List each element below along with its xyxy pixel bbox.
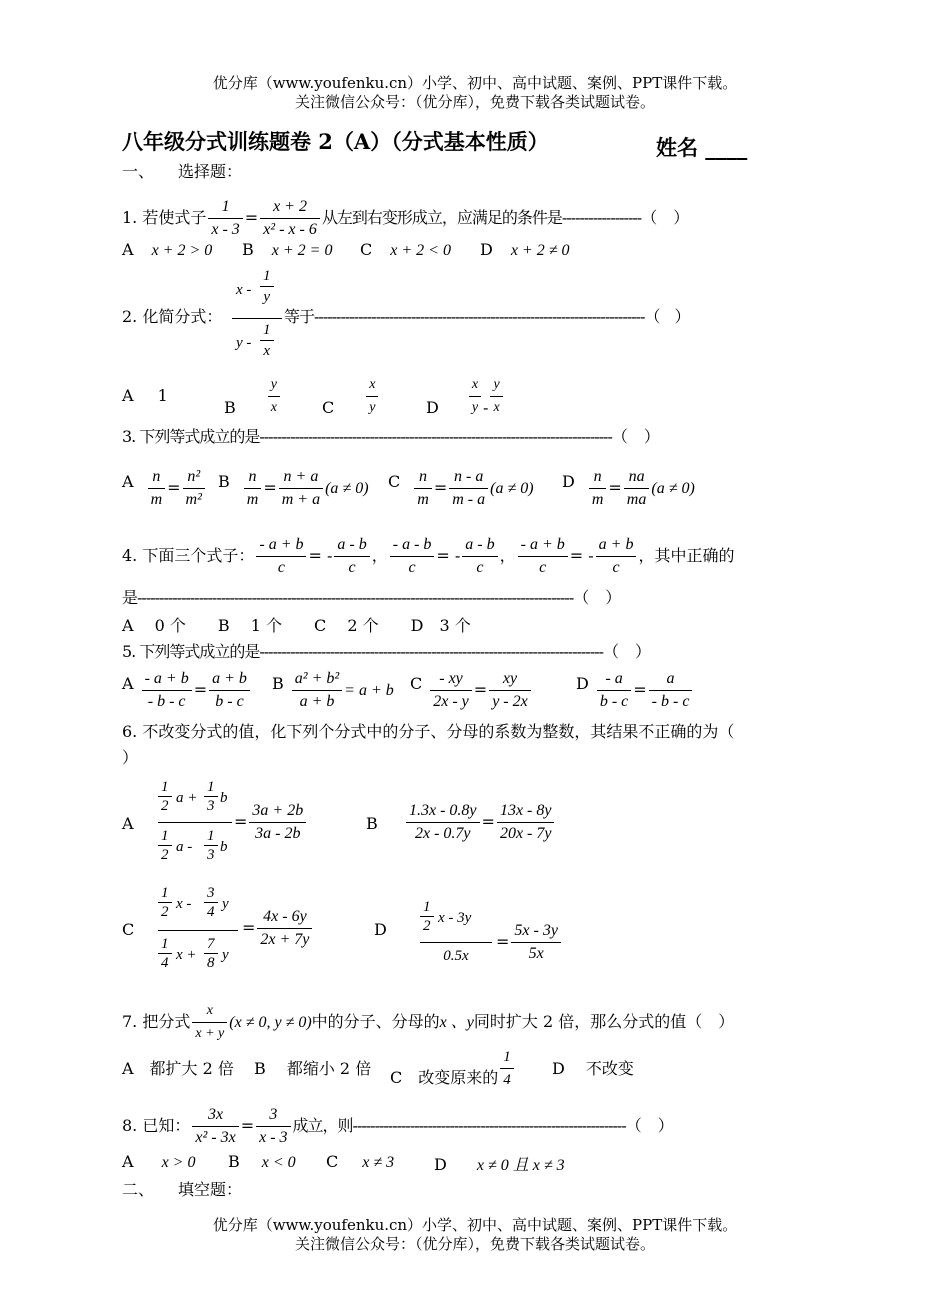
q4-expr-3-left: $\frac{- a + b}{c}$ (518, 534, 568, 579)
q8-option-a: A x > 0 (122, 1152, 196, 1171)
q5-option-b: B $\frac{\text{a² + b²}}{a + b}$ = a + b (272, 670, 394, 710)
q4-expr-1-left: $\frac{- a + b}{c}$ (256, 534, 306, 579)
name-field-label: 姓名 ____ (656, 135, 748, 160)
q2-complex-fraction: x - $\frac{1}{y}$ y - $\frac{1}{x}$ (232, 268, 282, 369)
q1-prefix: 1. 若使式子 (122, 208, 207, 227)
q5-option-c: C $\frac{- xy}{2x - y}$ = $\frac{xy}{y - 2x}$ (410, 668, 533, 713)
q6-option-c-rhs: = $\frac{4x - 6y}{2x + 7y}$ (242, 906, 314, 951)
q2-option-b: B $\frac{y}{x}$ (224, 374, 282, 419)
q4-options: A 0 个 B 1 个 C 2 个 D 3 个 (122, 616, 471, 635)
q4-expr-2-right: $\frac{a - b}{c}$ (462, 534, 497, 579)
header-line-1: 优分库（www.youfenku.cn）小学、初中、高中试题、案例、PPT课件下载。 (212, 74, 738, 92)
q7-option-c: C 改变原来的 $\frac{1}{4}$ (390, 1046, 516, 1091)
q1-answer-paren: （ ） (641, 208, 690, 227)
q6-option-d-lhs: $\frac{1}{2}$ x - 3y 0.5x (420, 898, 492, 969)
q1-option-a: A x + 2 > 0 (122, 240, 213, 259)
q1-fraction-right: $\frac{x + 2}{\text{x² - x - 6}}$ (260, 196, 320, 241)
question-8: 8. 已知： $\frac{3x}{\text{x² - 3x}}$ = $\frac{3}{x - 3}$ 成立，则--------------------------------------------------------------（ ） (122, 1106, 674, 1146)
q1-fraction-left: $\frac{1}{x - 3}$ (208, 196, 242, 241)
footer-line-1: 优分库（www.youfenku.cn）小学、初中、高中试题、案例、PPT课件下载。 (212, 1216, 738, 1234)
q2-option-c: C $\frac{x}{y}$ (322, 374, 380, 419)
q2-option-d: D $\frac{x}{y}$ - $\frac{y}{x}$ (426, 374, 505, 419)
question-7: 7. 把分式 $\frac{x}{x + y}$ (x ≠ 0, y ≠ 0)中的分子、分母的x 、y同时扩大 2 倍，那么分式的值（ ） (122, 1000, 734, 1045)
question-4: 4. 下面三个式子： $\frac{- a + b}{c}$ = - $\frac{a - b}{c}$ ， $\frac{- a - b}{c}$ = - $\frac{a - b}{c}$ ， $\frac{- a + b}{c}$ = - $\frac{a + b}{c}$ ，其中正确的 (122, 534, 734, 579)
q4-expr-3-right: $\frac{a + b}{c}$ (596, 534, 637, 579)
q1-equals: = (244, 208, 259, 227)
section-1-heading: 一、 选择题： (122, 162, 243, 181)
q7-option-b: B 都缩小 2 倍 (254, 1059, 372, 1078)
question-5: 5. 下列等式成立的是------------------------------------------------------------------------------（ ） (122, 642, 652, 661)
q1-suffix: 从左到右变形成立，应满足的条件是------------------ (321, 208, 642, 227)
q6-option-c-label: C (122, 920, 135, 939)
q6-option-d-rhs: = $\frac{5x - 3y}{5x}$ (496, 920, 563, 965)
question-3: 3. 下列等式成立的是--------------------------------------------------------------------------------（ ） (122, 427, 660, 446)
q3-option-c: C $\frac{n}{m}$ = $\frac{n - a}{m - a}$ (a ≠ 0) (388, 468, 534, 508)
question-1 (122, 196, 689, 241)
footer-line-2: 关注微信公众号：（优分库），免费下载各类试题试卷。 (294, 1235, 655, 1253)
q7-option-a: A 都扩大 2 倍 (122, 1059, 234, 1078)
q6-option-b-expr: $\frac{1.3x - 0.8y}{2x - 0.7y}$ = $\frac{13x - 8y}{20x - 7y}$ (404, 800, 556, 845)
q6-option-a-label: A (122, 814, 134, 833)
q8-option-b: B x < 0 (228, 1152, 296, 1171)
q6-option-a-lhs: $\frac{1}{2}$ a + $\frac{1}{3}$ b $\frac{1}{2}$ a - $\frac{1}{3}$ b (158, 778, 232, 867)
q1-option-c: C x + 2 < 0 (360, 240, 451, 259)
q2-prefix: 2. 化简分式： (122, 307, 223, 326)
q3-option-b: B $\frac{n}{m}$ = $\frac{n + a}{m + a}$ (a ≠ 0) (218, 468, 369, 508)
q3-option-a: A $\frac{n}{m}$ = $\frac{\text{n²}}{\text{m²}}$ (122, 466, 207, 511)
q7-option-d: D 不改变 (552, 1059, 634, 1078)
page-title: 八年级分式训练题卷 2（A）（分式基本性质） (122, 129, 549, 154)
q1-option-b: B x + 2 = 0 (242, 240, 333, 259)
section-2-heading: 二、 填空题： (122, 1180, 243, 1199)
q4-line-2: 是---------------------------------------------------------------------------------------------------（ ） (122, 588, 622, 607)
q3-option-d: D $\frac{n}{m}$ = $\frac{na}{ma}$ (a ≠ 0) (562, 468, 695, 508)
q6-option-a-rhs: = $\frac{3a + 2b}{3a - 2b}$ (234, 800, 308, 845)
q5-option-d: D $\frac{- a}{b - c}$ = $\frac{a}{- b - c}$ (576, 668, 694, 713)
q6-option-b-label: B (366, 814, 378, 833)
q8-option-c: C x ≠ 3 (326, 1152, 395, 1171)
q8-option-d: D x ≠ 0 且 x ≠ 3 (434, 1155, 565, 1174)
q1-option-d: D x + 2 ≠ 0 (480, 240, 570, 259)
q2-option-a: A 1 (122, 386, 168, 405)
q4-expr-2-left: $\frac{- a - b}{c}$ (390, 534, 435, 579)
q6-option-c-lhs: $\frac{1}{2}$ x - $\frac{3}{4}$ y $\frac{1}{4}$ x + $\frac{7}{8}$ y (158, 884, 238, 977)
q5-option-a: A $\frac{- a + b}{- b - c}$ = $\frac{a + b}{b - c}$ (122, 668, 252, 713)
question-6: 6. 不改变分式的值，化下列个分式中的分子、分母的系数为整数，其结果不正确的为（ (122, 722, 735, 741)
q4-expr-1-right: $\frac{a - b}{c}$ (334, 534, 369, 579)
q6-option-d-label: D (374, 920, 387, 939)
question-6-line-2: ） (122, 748, 139, 767)
header-line-2: 关注微信公众号：（优分库），免费下载各类试题试卷。 (294, 93, 655, 111)
q2-suffix: 等于---------------------------------------------------------------------------（ ） (284, 307, 690, 326)
